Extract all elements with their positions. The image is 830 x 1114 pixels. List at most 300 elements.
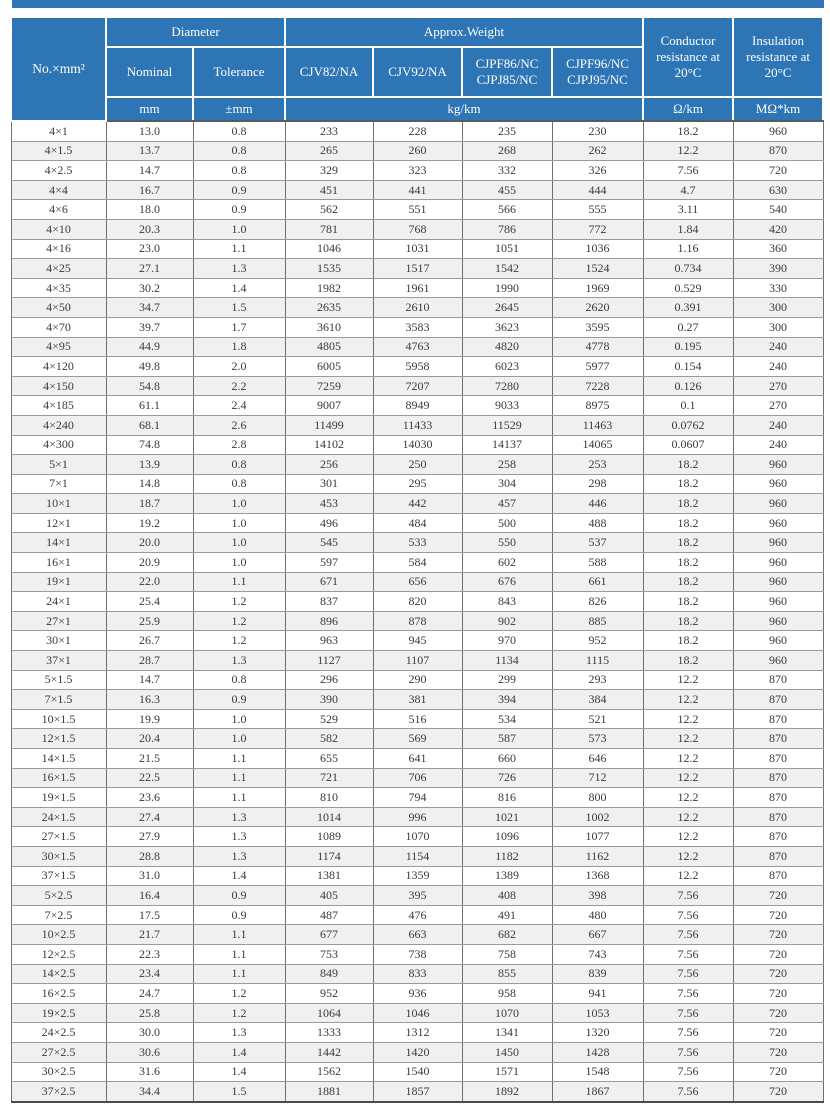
value-cell: 4805 [285,337,373,357]
value-cell: 1517 [373,259,462,279]
value-cell: 7.56 [643,944,733,964]
value-cell: 1.1 [193,572,285,592]
value-cell: 1442 [285,1042,373,1062]
value-cell: 20.9 [106,553,193,573]
value-cell: 1115 [552,651,643,671]
table-row [11,553,823,573]
unit-plus-minus-mm: ±mm [193,97,285,121]
row-label-cell: 4×185 [11,396,106,416]
value-cell: 4820 [462,337,552,357]
value-cell: 960 [733,494,823,514]
value-cell: 2645 [462,298,552,318]
value-cell: 49.8 [106,357,193,377]
value-cell: 12.2 [643,729,733,749]
value-cell: 3583 [373,317,462,337]
row-label-cell: 19×1.5 [11,788,106,808]
unit-mohm-km: MΩ*km [733,97,823,121]
unit-ohm-km: Ω/km [643,97,733,121]
value-cell: 0.8 [193,455,285,475]
value-cell: 661 [552,572,643,592]
value-cell: 7.56 [643,886,733,906]
value-cell: 584 [373,553,462,573]
value-cell: 20.0 [106,533,193,553]
row-label-cell: 12×1.5 [11,729,106,749]
value-cell: 390 [285,690,373,710]
value-cell: 1.0 [193,533,285,553]
value-cell: 25.9 [106,611,193,631]
value-cell: 7.56 [643,925,733,945]
value-cell: 0.8 [193,121,285,141]
value-cell: 870 [733,866,823,886]
table-row [11,317,823,337]
row-label-cell: 27×2.5 [11,1042,106,1062]
value-cell: 304 [462,474,552,494]
value-cell: 781 [285,219,373,239]
value-cell: 671 [285,572,373,592]
value-cell: 960 [733,455,823,475]
value-cell: 408 [462,886,552,906]
value-cell: 26.7 [106,631,193,651]
value-cell: 0.1 [643,396,733,416]
value-cell: 970 [462,631,552,651]
value-cell: 270 [733,376,823,396]
value-cell: 44.9 [106,337,193,357]
value-cell: 902 [462,611,552,631]
value-cell: 405 [285,886,373,906]
value-cell: 720 [733,1042,823,1062]
value-cell: 3610 [285,317,373,337]
value-cell: 1174 [285,846,373,866]
row-label-cell: 16×1.5 [11,768,106,788]
value-cell: 582 [285,729,373,749]
value-cell: 1.4 [193,278,285,298]
value-cell: 330 [733,278,823,298]
table-row [11,905,823,925]
value-cell: 1046 [373,1003,462,1023]
value-cell: 720 [733,944,823,964]
table-row [11,298,823,318]
value-cell: 2.0 [193,357,285,377]
value-cell: 12.2 [643,866,733,886]
value-cell: 534 [462,709,552,729]
value-cell: 9007 [285,396,373,416]
value-cell: 1.2 [193,1003,285,1023]
value-cell: 602 [462,553,552,573]
value-cell: 1969 [552,278,643,298]
table-row [11,572,823,592]
value-cell: 253 [552,455,643,475]
value-cell: 7.56 [643,984,733,1004]
value-cell: 14137 [462,435,552,455]
value-cell: 1014 [285,807,373,827]
value-cell: 13.9 [106,455,193,475]
table-row [11,709,823,729]
value-cell: 18.2 [643,494,733,514]
value-cell: 5958 [373,357,462,377]
value-cell: 7259 [285,376,373,396]
table-row [11,1003,823,1023]
value-cell: 529 [285,709,373,729]
value-cell: 14102 [285,435,373,455]
value-cell: 1368 [552,866,643,886]
value-cell: 786 [462,219,552,239]
value-cell: 28.7 [106,651,193,671]
row-label-cell: 30×1 [11,631,106,651]
value-cell: 13.7 [106,141,193,161]
value-cell: 721 [285,768,373,788]
value-cell: 7.56 [643,1023,733,1043]
col-header-tolerance: Tolerance [193,47,285,97]
value-cell: 569 [373,729,462,749]
col-group-diameter: Diameter [106,17,285,47]
table-row [11,239,823,259]
value-cell: 952 [552,631,643,651]
value-cell: 23.6 [106,788,193,808]
value-cell: 720 [733,1003,823,1023]
value-cell: 1.4 [193,1062,285,1082]
row-label-cell: 27×1.5 [11,827,106,847]
value-cell: 550 [462,533,552,553]
value-cell: 960 [733,553,823,573]
value-cell: 768 [373,219,462,239]
value-cell: 20.4 [106,729,193,749]
value-cell: 1524 [552,259,643,279]
value-cell: 230 [552,121,643,141]
value-cell: 455 [462,180,552,200]
value-cell: 12.2 [643,749,733,769]
row-label-cell: 24×1 [11,592,106,612]
row-label-cell: 5×1.5 [11,670,106,690]
value-cell: 14.7 [106,161,193,181]
value-cell: 720 [733,1023,823,1043]
row-label-cell: 7×2.5 [11,905,106,925]
value-cell: 1.4 [193,1042,285,1062]
value-cell: 12.2 [643,768,733,788]
value-cell: 660 [462,749,552,769]
value-cell: 7.56 [643,1082,733,1102]
value-cell: 960 [733,572,823,592]
row-label-cell: 4×95 [11,337,106,357]
value-cell: 441 [373,180,462,200]
row-label-cell: 10×2.5 [11,925,106,945]
value-cell: 260 [373,141,462,161]
value-cell: 960 [733,474,823,494]
value-cell: 12.2 [643,788,733,808]
value-cell: 663 [373,925,462,945]
value-cell: 22.3 [106,944,193,964]
value-cell: 960 [733,513,823,533]
value-cell: 2635 [285,298,373,318]
value-cell: 1990 [462,278,552,298]
value-cell: 720 [733,984,823,1004]
value-cell: 1162 [552,846,643,866]
table-row [11,984,823,1004]
unit-kg-km: kg/km [285,97,643,121]
value-cell: 326 [552,161,643,181]
value-cell: 6023 [462,357,552,377]
row-label-cell: 12×1 [11,513,106,533]
value-cell: 870 [733,749,823,769]
value-cell: 837 [285,592,373,612]
value-cell: 996 [373,807,462,827]
value-cell: 27.9 [106,827,193,847]
value-cell: 18.2 [643,631,733,651]
value-cell: 676 [462,572,552,592]
value-cell: 1.0 [193,553,285,573]
value-cell: 597 [285,553,373,573]
value-cell: 420 [733,219,823,239]
value-cell: 960 [733,651,823,671]
table-row [11,925,823,945]
table-row [11,396,823,416]
value-cell: 1089 [285,827,373,847]
value-cell: 295 [373,474,462,494]
row-label-cell: 4×25 [11,259,106,279]
value-cell: 5977 [552,357,643,377]
value-cell: 1182 [462,846,552,866]
value-cell: 800 [552,788,643,808]
value-cell: 0.8 [193,141,285,161]
table-row [11,592,823,612]
value-cell: 12.2 [643,807,733,827]
value-cell: 0.8 [193,474,285,494]
top-blue-strip [12,0,824,8]
value-cell: 958 [462,984,552,1004]
value-cell: 16.3 [106,690,193,710]
value-cell: 298 [552,474,643,494]
value-cell: 587 [462,729,552,749]
col-header-nominal: Nominal [106,47,193,97]
value-cell: 240 [733,357,823,377]
value-cell: 630 [733,180,823,200]
value-cell: 1002 [552,807,643,827]
value-cell: 656 [373,572,462,592]
value-cell: 720 [733,1082,823,1102]
row-label-cell: 19×1 [11,572,106,592]
value-cell: 0.0762 [643,415,733,435]
value-cell: 1333 [285,1023,373,1043]
table-row [11,494,823,514]
value-cell: 0.126 [643,376,733,396]
value-cell: 21.5 [106,749,193,769]
value-cell: 240 [733,435,823,455]
table-row [11,259,823,279]
row-label-cell: 24×2.5 [11,1023,106,1043]
value-cell: 3623 [462,317,552,337]
value-cell: 1312 [373,1023,462,1043]
value-cell: 1.0 [193,513,285,533]
value-cell: 395 [373,886,462,906]
col-header-conductor-resistance: Conductor resistance at 20°C [643,17,733,97]
value-cell: 1.2 [193,631,285,651]
value-cell: 1.4 [193,866,285,886]
value-cell: 1127 [285,651,373,671]
value-cell: 14030 [373,435,462,455]
row-label-cell: 4×50 [11,298,106,318]
value-cell: 1.0 [193,709,285,729]
table-row [11,337,823,357]
value-cell: 952 [285,984,373,1004]
value-cell: 1450 [462,1042,552,1062]
value-cell: 23.4 [106,964,193,984]
value-cell: 1.1 [193,964,285,984]
row-label-cell: 4×2.5 [11,161,106,181]
value-cell: 0.195 [643,337,733,357]
value-cell: 13.0 [106,121,193,141]
table-row [11,415,823,435]
value-cell: 540 [733,200,823,220]
value-cell: 381 [373,690,462,710]
table-row [11,827,823,847]
value-cell: 18.2 [643,611,733,631]
table-row [11,141,823,161]
value-cell: 30.2 [106,278,193,298]
value-cell: 0.9 [193,886,285,906]
value-cell: 941 [552,984,643,1004]
row-label-cell: 27×1 [11,611,106,631]
unit-mm: mm [106,97,193,121]
col-header-insulation-resistance: Insulation resistance at 20°C [733,17,823,97]
value-cell: 18.2 [643,553,733,573]
value-cell: 1359 [373,866,462,886]
value-cell: 1857 [373,1082,462,1102]
value-cell: 14065 [552,435,643,455]
value-cell: 4778 [552,337,643,357]
row-label-cell: 10×1 [11,494,106,514]
value-cell: 19.2 [106,513,193,533]
value-cell: 7.56 [643,905,733,925]
row-label-cell: 4×10 [11,219,106,239]
cable-spec-table [10,16,824,1103]
value-cell: 1064 [285,1003,373,1023]
value-cell: 1051 [462,239,552,259]
value-cell: 1021 [462,807,552,827]
value-cell: 0.529 [643,278,733,298]
row-label-cell: 7×1.5 [11,690,106,710]
value-cell: 646 [552,749,643,769]
value-cell: 0.9 [193,690,285,710]
header-row-units [11,97,823,121]
value-cell: 1542 [462,259,552,279]
value-cell: 7280 [462,376,552,396]
value-cell: 1046 [285,239,373,259]
value-cell: 1.1 [193,239,285,259]
value-cell: 17.5 [106,905,193,925]
col-header-cjpf96nc: CJPF96/NC CJPJ95/NC [552,47,643,97]
value-cell: 7207 [373,376,462,396]
value-cell: 484 [373,513,462,533]
value-cell: 18.2 [643,572,733,592]
row-label-cell: 5×2.5 [11,886,106,906]
value-cell: 849 [285,964,373,984]
table-row [11,651,823,671]
value-cell: 682 [462,925,552,945]
value-cell: 573 [552,729,643,749]
value-cell: 34.7 [106,298,193,318]
value-cell: 14.7 [106,670,193,690]
col-header-cjv82na: CJV82/NA [285,47,373,97]
value-cell: 555 [552,200,643,220]
value-cell: 1.7 [193,317,285,337]
table-row [11,749,823,769]
table-row [11,807,823,827]
value-cell: 323 [373,161,462,181]
row-label-cell: 4×1.5 [11,141,106,161]
row-label-cell: 37×2.5 [11,1082,106,1102]
value-cell: 14.8 [106,474,193,494]
value-cell: 453 [285,494,373,514]
row-label-cell: 16×1 [11,553,106,573]
value-cell: 8975 [552,396,643,416]
value-cell: 12.2 [643,670,733,690]
value-cell: 0.9 [193,200,285,220]
row-label-cell: 19×2.5 [11,1003,106,1023]
value-cell: 551 [373,200,462,220]
value-cell: 7228 [552,376,643,396]
value-cell: 2.8 [193,435,285,455]
value-cell: 329 [285,161,373,181]
table-row [11,435,823,455]
value-cell: 537 [552,533,643,553]
value-cell: 256 [285,455,373,475]
value-cell: 293 [552,670,643,690]
value-cell: 1548 [552,1062,643,1082]
value-cell: 296 [285,670,373,690]
value-cell: 1.3 [193,259,285,279]
value-cell: 1.0 [193,219,285,239]
value-cell: 870 [733,709,823,729]
value-cell: 816 [462,788,552,808]
value-cell: 1070 [373,827,462,847]
value-cell: 476 [373,905,462,925]
table-row [11,513,823,533]
value-cell: 753 [285,944,373,964]
table-row [11,180,823,200]
value-cell: 18.0 [106,200,193,220]
col-header-no-mm2: No.×mm² [11,17,106,121]
value-cell: 240 [733,415,823,435]
value-cell: 300 [733,298,823,318]
table-row [11,121,823,141]
value-cell: 233 [285,121,373,141]
value-cell: 1070 [462,1003,552,1023]
row-label-cell: 24×1.5 [11,807,106,827]
value-cell: 772 [552,219,643,239]
value-cell: 270 [733,396,823,416]
col-header-cjpf86nc: CJPF86/NC CJPJ85/NC [462,47,552,97]
row-label-cell: 37×1.5 [11,866,106,886]
value-cell: 1389 [462,866,552,886]
value-cell: 1031 [373,239,462,259]
value-cell: 12.2 [643,827,733,847]
value-cell: 1.1 [193,925,285,945]
value-cell: 726 [462,768,552,788]
value-cell: 18.2 [643,592,733,612]
value-cell: 720 [733,161,823,181]
value-cell: 1571 [462,1062,552,1082]
table-row [11,533,823,553]
value-cell: 265 [285,141,373,161]
value-cell: 12.2 [643,846,733,866]
value-cell: 28.8 [106,846,193,866]
value-cell: 1881 [285,1082,373,1102]
value-cell: 2.4 [193,396,285,416]
value-cell: 738 [373,944,462,964]
value-cell: 30.0 [106,1023,193,1043]
value-cell: 61.1 [106,396,193,416]
value-cell: 0.8 [193,670,285,690]
value-cell: 533 [373,533,462,553]
